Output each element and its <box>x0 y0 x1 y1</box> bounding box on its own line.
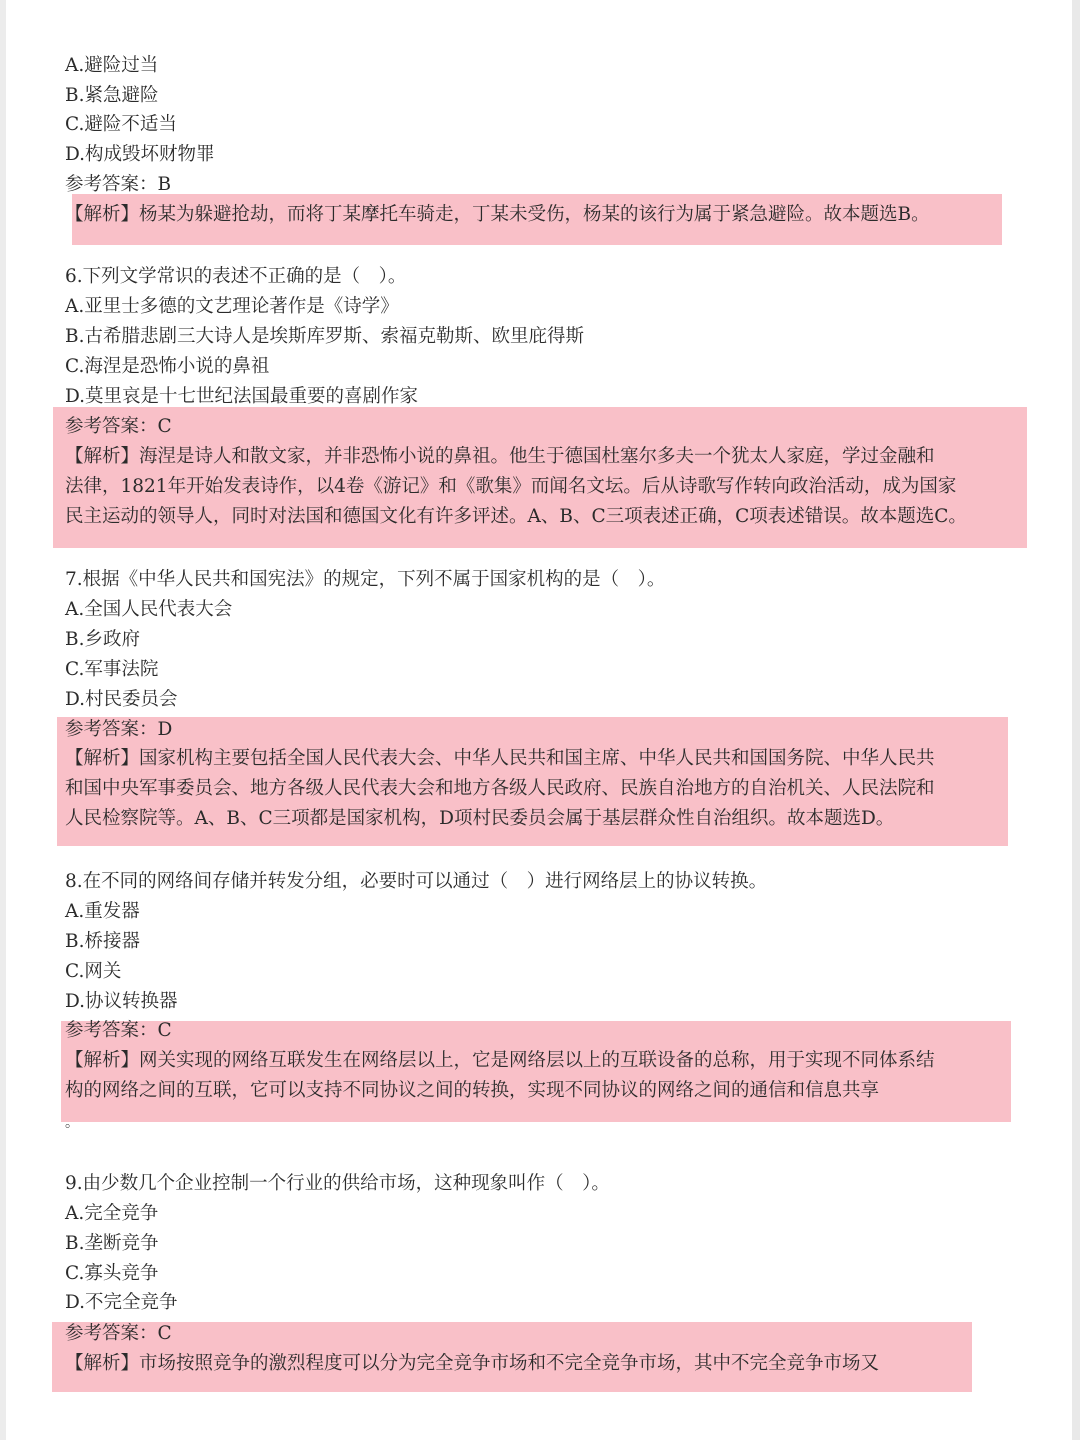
q6-stem: 6.下列文学常识的表述不正确的是（ ）。 <box>65 266 407 287</box>
q5-option-c: C.避险不适当 <box>65 114 177 135</box>
q6-option-d: D.莫里哀是十七世纪法国最重要的喜剧作家 <box>65 386 419 407</box>
page-left-border <box>0 0 6 1440</box>
q5-option-d: D.构成毁坏财物罪 <box>65 144 215 165</box>
q7-answer: 参考答案：D <box>65 719 173 740</box>
q9-option-a: A.完全竞争 <box>65 1203 159 1224</box>
q9-option-b: B.垄断竞争 <box>65 1233 159 1254</box>
q6-option-c: C.海涅是恐怖小说的鼻祖 <box>65 356 270 377</box>
q8-stem: 8.在不同的网络间存储并转发分组，必要时可以通过（ ）进行网络层上的协议转换。 <box>65 871 768 892</box>
q6-option-a: A.亚里士多德的文艺理论著作是《诗学》 <box>65 296 399 317</box>
q7-option-b: B.乡政府 <box>65 629 140 650</box>
q5-option-b: B.紧急避险 <box>65 85 159 106</box>
q7-analysis-line-3: 人民检察院等。A、B、C三项都是国家机构，D项村民委员会属于基层群众性自治组织。故本题选D。 <box>65 808 895 829</box>
q9-option-d: D.不完全竞争 <box>65 1292 178 1313</box>
q6-answer: 参考答案：C <box>65 416 172 437</box>
q9-analysis-line-1: 【解析】市场按照竞争的激烈程度可以分为完全竞争市场和不完全竞争市场，其中不完全竞争市场又 <box>65 1353 880 1374</box>
q7-option-d: D.村民委员会 <box>65 689 178 710</box>
q5-analysis-line-1: 【解析】杨某为躲避抢劫，而将丁某摩托车骑走，丁某未受伤，杨某的该行为属于紧急避险。故本题选B。 <box>65 204 930 225</box>
q8-analysis-line-3: 。 <box>65 1115 79 1131</box>
q7-option-a: A.全国人民代表大会 <box>65 599 233 620</box>
q9-answer: 参考答案：C <box>65 1323 172 1344</box>
q8-option-b: B.桥接器 <box>65 931 140 952</box>
q6-analysis-line-2: 法律，1821年开始发表诗作，以4卷《游记》和《歌集》而闻名文坛。后从诗歌写作转向政治活动，成为国家 <box>65 476 957 497</box>
page-right-border <box>1072 0 1080 1440</box>
q7-option-c: C.军事法院 <box>65 659 159 680</box>
q8-option-c: C.网关 <box>65 961 122 982</box>
q6-analysis-line-1: 【解析】海涅是诗人和散文家，并非恐怖小说的鼻祖。他生于德国杜塞尔多夫一个犹太人家庭，学过金融和 <box>65 446 935 467</box>
q9-stem: 9.由少数几个企业控制一个行业的供给市场，这种现象叫作（ ）。 <box>65 1173 610 1194</box>
q7-analysis-line-2: 和国中央军事委员会、地方各级人民代表大会和地方各级人民政府、民族自治地方的自治机关、人民法院和 <box>65 778 935 799</box>
q8-answer: 参考答案：C <box>65 1020 172 1041</box>
q7-stem: 7.根据《中华人民共和国宪法》的规定，下列不属于国家机构的是（ ）。 <box>65 569 666 590</box>
q5-answer: 参考答案：B <box>65 174 172 195</box>
q6-option-b: B.古希腊悲剧三大诗人是埃斯库罗斯、索福克勒斯、欧里庇得斯 <box>65 326 584 347</box>
q8-analysis-line-2: 构的网络之间的互联，它可以支持不同协议之间的转换，实现不同协议的网络之间的通信和信息共享 <box>65 1080 880 1101</box>
q5-option-a: A.避险过当 <box>65 55 159 76</box>
q9-option-c: C.寡头竞争 <box>65 1263 159 1284</box>
q7-analysis-line-1: 【解析】国家机构主要包括全国人民代表大会、中华人民共和国主席、中华人民共和国国务院、中华人民共 <box>65 748 935 769</box>
q8-analysis-line-1: 【解析】网关实现的网络互联发生在网络层以上，它是网络层以上的互联设备的总称，用于实现不同体系结 <box>65 1050 935 1071</box>
q6-analysis-line-3: 民主运动的领导人，同时对法国和德国文化有许多评述。A、B、C三项表述正确，C项表述错误。故本题选C。 <box>65 506 967 527</box>
q8-option-a: A.重发器 <box>65 901 140 922</box>
q8-option-d: D.协议转换器 <box>65 991 178 1012</box>
